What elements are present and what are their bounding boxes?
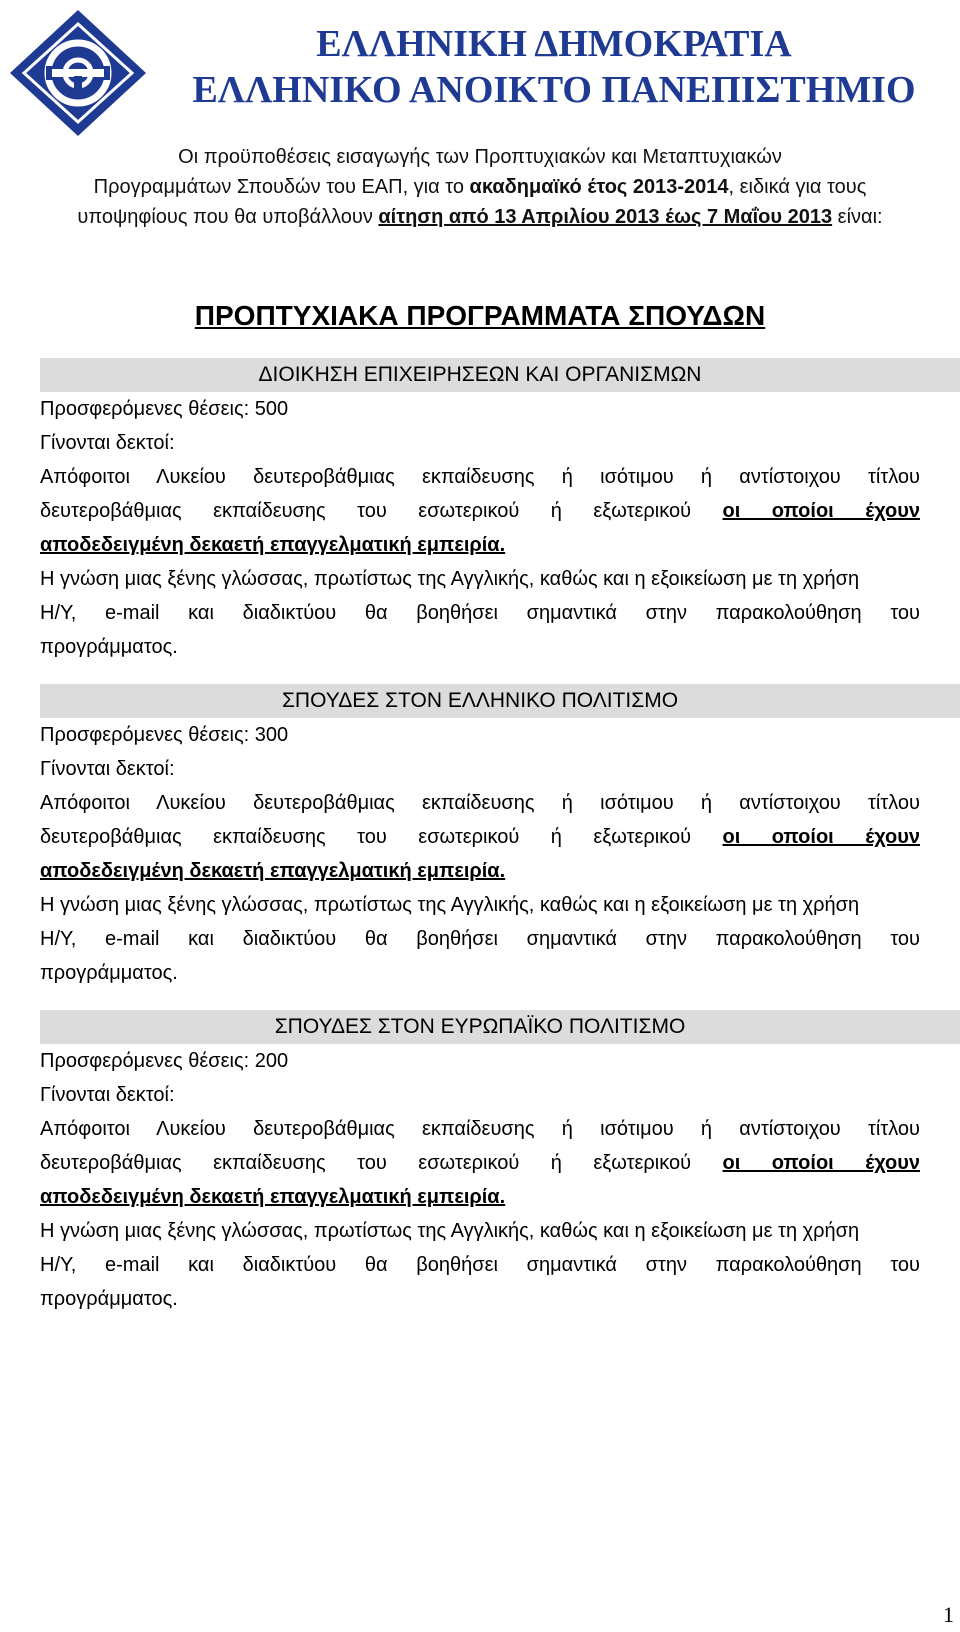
language-note: Η γνώση μιας ξένης γλώσσας, πρωτίστως της Αγγλικής, καθώς και η εξοικείωση με τη χρήση — [40, 894, 860, 916]
language-note: Η γνώση μιας ξένης γλώσσας, πρωτίστως της Αγγλικής, καθώς και η εξοικείωση με τη χρήση — [40, 1220, 860, 1242]
language-note: προγράμματος. — [40, 1288, 178, 1310]
language-note: Η γνώση μιας ξένης γλώσσας, πρωτίστως της Αγγλικής, καθώς και η εξοικείωση με τη χρήση — [40, 568, 860, 590]
requirement-line: Απόφοιτοι Λυκείου δευτεροβάθμιας εκπαίδευσης ή ισότιμου ή αντίστοιχου τίτλου — [40, 792, 920, 814]
university-logo — [8, 8, 148, 138]
program-title-bar: ΣΠΟΥΔΕΣ ΣΤΟΝ ΕΛΛΗΝΙΚΟ ΠΟΛΙΤΙΣΜΟ — [40, 684, 960, 718]
header-university: ΕΛΛΗΝΙΚΟ ΑΝΟΙΚΤΟ ΠΑΝΕΠΙΣΤΗΜΙΟ — [192, 69, 916, 111]
requirement-text: δευτεροβάθμιας εκπαίδευσης του εσωτερικού ή εξωτερικού — [40, 826, 692, 848]
requirement-emphasis: αποδεδειγμένη δεκαετή επαγγελματική εμπειρία. — [40, 534, 506, 556]
program-block — [40, 1010, 960, 1316]
requirement-line: Απόφοιτοι Λυκείου δευτεροβάθμιας εκπαίδευσης ή ισότιμου ή αντίστοιχου τίτλου — [40, 466, 920, 488]
requirement-emphasis: οι οποίοι έχουν — [722, 1152, 920, 1174]
intro-line-1: Οι προϋποθέσεις εισαγωγής των Προπτυχιακών και Μεταπτυχιακών — [178, 146, 782, 168]
program-title-bar: ΔΙΟΙΚΗΣΗ ΕΠΙΧΕΙΡΗΣΕΩΝ ΚΑΙ ΟΡΓΑΝΙΣΜΩΝ — [40, 358, 960, 392]
language-note: Η/Υ, e-mail και διαδικτύου θα βοηθήσει σημαντικά στην παρακολούθηση του — [40, 928, 920, 950]
program-block — [40, 358, 960, 664]
intro-text: Προγραμμάτων Σπουδών του ΕΑΠ, για το — [93, 176, 470, 198]
language-note: προγράμματος. — [40, 962, 178, 984]
requirement-line — [40, 494, 920, 528]
intro-text: , ειδικά για τους — [728, 176, 867, 198]
application-period: αίτηση από 13 Απριλίου 2013 έως 7 Μαΐου 2013 — [378, 206, 833, 228]
requirement-emphasis: αποδεδειγμένη δεκαετή επαγγελματική εμπειρία. — [40, 1186, 506, 1208]
program-details — [40, 392, 920, 664]
eap-logo-icon — [8, 8, 148, 138]
language-note: Η/Υ, e-mail και διαδικτύου θα βοηθήσει σημαντικά στην παρακολούθηση του — [40, 602, 920, 624]
intro-text: είναι: — [832, 206, 883, 228]
intro-text: υποψηφίους που θα υποβάλλουν — [77, 206, 379, 228]
language-note: Η/Υ, e-mail και διαδικτύου θα βοηθήσει σημαντικά στην παρακολούθηση του — [40, 1254, 920, 1276]
requirement-emphasis: οι οποίοι έχουν — [722, 500, 920, 522]
requirement-line — [40, 1146, 920, 1180]
section-title: ΠΡΟΠΤΥΧΙΑΚΑ ΠΡΟΓΡΑΜΜΑΤΑ ΣΠΟΥΔΩΝ — [194, 300, 766, 331]
requirement-emphasis: οι οποίοι έχουν — [722, 826, 920, 848]
accepted-label: Γίνονται δεκτοί: — [40, 1084, 175, 1106]
page-number: 1 — [943, 1602, 954, 1627]
requirement-line — [40, 820, 920, 854]
positions-offered: Προσφερόμενες θέσεις: 300 — [40, 724, 289, 746]
program-details — [40, 1044, 920, 1316]
program-details — [40, 718, 920, 990]
positions-offered: Προσφερόμενες θέσεις: 500 — [40, 398, 289, 420]
requirement-emphasis: αποδεδειγμένη δεκαετή επαγγελματική εμπειρία. — [40, 860, 506, 882]
academic-year: ακαδημαϊκό έτος 2013-2014 — [469, 176, 729, 198]
language-note: προγράμματος. — [40, 636, 178, 658]
intro-line-2 — [40, 172, 920, 202]
requirement-text: δευτεροβάθμιας εκπαίδευσης του εσωτερικού ή εξωτερικού — [40, 500, 692, 522]
program-title-bar: ΣΠΟΥΔΕΣ ΣΤΟΝ ΕΥΡΩΠΑΪΚΟ ΠΟΛΙΤΙΣΜΟ — [40, 1010, 960, 1044]
accepted-label: Γίνονται δεκτοί: — [40, 758, 175, 780]
intro-line-3 — [40, 202, 920, 232]
intro-paragraph — [40, 142, 920, 232]
positions-offered: Προσφερόμενες θέσεις: 200 — [40, 1050, 289, 1072]
requirement-text: δευτεροβάθμιας εκπαίδευσης του εσωτερικού ή εξωτερικού — [40, 1152, 692, 1174]
header-country: ΕΛΛΗΝΙΚΗ ΔΗΜΟΚΡΑΤΙΑ — [316, 23, 792, 65]
requirement-line: Απόφοιτοι Λυκείου δευτεροβάθμιας εκπαίδευσης ή ισότιμου ή αντίστοιχου τίτλου — [40, 1118, 920, 1140]
accepted-label: Γίνονται δεκτοί: — [40, 432, 175, 454]
program-block — [40, 684, 960, 990]
